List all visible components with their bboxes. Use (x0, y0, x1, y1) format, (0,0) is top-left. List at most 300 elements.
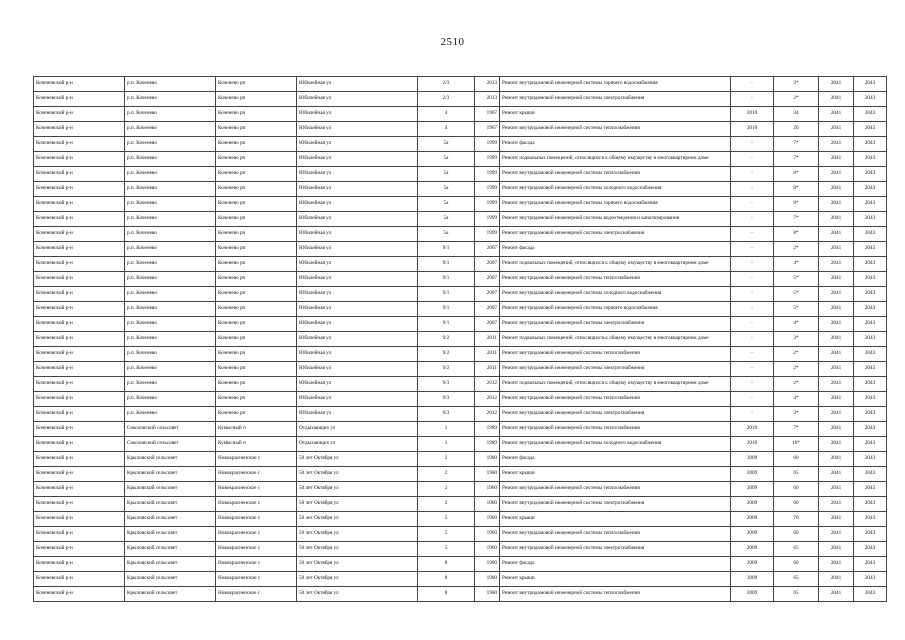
work-type-cell: Ремонт внутридомовой инженерной системы электроснабжения (500, 92, 731, 107)
street-cell: Юбилейная ул (297, 347, 418, 362)
plan-year-cell: 2041 (819, 212, 854, 227)
work-type-cell: Ремонт внутридомовой инженерной системы холодного водоснабжения (500, 287, 731, 302)
house-number-cell: 2 (418, 497, 475, 512)
plan-year-cell: 2041 (819, 362, 854, 377)
house-number-cell: 9/2 (418, 332, 475, 347)
last-repair-cell: 2009 (731, 452, 774, 467)
house-number-cell: 1 (418, 437, 475, 452)
house-number-cell: 9/2 (418, 347, 475, 362)
work-type-cell: Ремонт внутридомовой инженерной системы теплоснабжения (500, 422, 731, 437)
table-row (34, 422, 887, 437)
work-type-cell: Ремонт внутридомовой инженерной системы электроснабжения (500, 227, 731, 242)
district-cell: Коченевский р-н (34, 392, 125, 407)
locality-cell: Коченево рп (216, 347, 297, 362)
wear-cell: 8* (774, 167, 819, 182)
district-cell: Коченевский р-н (34, 212, 125, 227)
deadline-year-cell: 2043 (854, 482, 887, 497)
last-repair-cell: - (731, 212, 774, 227)
settlement-cell: Крыловский сельсовет (125, 467, 216, 482)
table-row (34, 542, 887, 557)
build-year-cell: 2013 (475, 77, 500, 92)
street-cell: 50 лет Октября ул (297, 512, 418, 527)
last-repair-cell: - (731, 407, 774, 422)
plan-year-cell: 2041 (819, 392, 854, 407)
deadline-year-cell: 2043 (854, 77, 887, 92)
build-year-cell: 2011 (475, 347, 500, 362)
work-type-cell: Ремонт фасада (500, 452, 731, 467)
build-year-cell: 2007 (475, 272, 500, 287)
street-cell: Юбилейная ул (297, 287, 418, 302)
district-cell: Коченевский р-н (34, 452, 125, 467)
district-cell: Коченевский р-н (34, 227, 125, 242)
table-row (34, 512, 887, 527)
district-cell: Коченевский р-н (34, 182, 125, 197)
deadline-year-cell: 2043 (854, 392, 887, 407)
district-cell: Коченевский р-н (34, 137, 125, 152)
settlement-cell: р.п. Коченево (125, 287, 216, 302)
house-number-cell: 9/1 (418, 287, 475, 302)
deadline-year-cell: 2043 (854, 587, 887, 602)
deadline-year-cell: 2043 (854, 92, 887, 107)
last-repair-cell: - (731, 302, 774, 317)
house-number-cell: 9/3 (418, 377, 475, 392)
plan-year-cell: 2041 (819, 167, 854, 182)
deadline-year-cell: 2043 (854, 122, 887, 137)
plan-year-cell: 2041 (819, 587, 854, 602)
locality-cell: Коченево рп (216, 272, 297, 287)
wear-cell: 5* (774, 287, 819, 302)
deadline-year-cell: 2043 (854, 497, 887, 512)
district-cell: Коченевский р-н (34, 407, 125, 422)
locality-cell: Кумысный п (216, 422, 297, 437)
settlement-cell: Крыловский сельсовет (125, 542, 216, 557)
street-cell: Юбилейная ул (297, 152, 418, 167)
locality-cell: Коченево рп (216, 152, 297, 167)
last-repair-cell: 2009 (731, 482, 774, 497)
wear-cell: 20 (774, 122, 819, 137)
settlement-cell: р.п. Коченево (125, 242, 216, 257)
locality-cell: Коченево рп (216, 77, 297, 92)
deadline-year-cell: 2043 (854, 227, 887, 242)
plan-year-cell: 2041 (819, 437, 854, 452)
build-year-cell: 2012 (475, 377, 500, 392)
work-type-cell: Ремонт крыши (500, 467, 731, 482)
wear-cell: 8* (774, 227, 819, 242)
locality-cell: Коченево рп (216, 302, 297, 317)
locality-cell: Коченево рп (216, 107, 297, 122)
last-repair-cell: - (731, 257, 774, 272)
district-cell: Коченевский р-н (34, 347, 125, 362)
build-year-cell: 2007 (475, 302, 500, 317)
table-row (34, 392, 887, 407)
street-cell: Юбилейная ул (297, 197, 418, 212)
plan-year-cell: 2041 (819, 497, 854, 512)
locality-cell: Коченево рп (216, 407, 297, 422)
settlement-cell: р.п. Коченево (125, 137, 216, 152)
work-type-cell: Ремонт внутридомовой инженерной системы теплоснабжения (500, 527, 731, 542)
work-type-cell: Ремонт подвальных помещений, относящихся к общему имуществу в многоквартирном доме (500, 377, 731, 392)
locality-cell: Новокрасненское с (216, 572, 297, 587)
house-number-cell: 5а (418, 152, 475, 167)
table-row (34, 497, 887, 512)
table-row (34, 257, 887, 272)
house-number-cell: 5 (418, 527, 475, 542)
deadline-year-cell: 2043 (854, 572, 887, 587)
build-year-cell: 2012 (475, 407, 500, 422)
wear-cell: 3* (774, 407, 819, 422)
locality-cell: Кумысный п (216, 437, 297, 452)
plan-year-cell: 2041 (819, 242, 854, 257)
table-row (34, 242, 887, 257)
table-row (34, 167, 887, 182)
settlement-cell: Крыловский сельсовет (125, 587, 216, 602)
last-repair-cell: - (731, 332, 774, 347)
plan-year-cell: 2041 (819, 377, 854, 392)
house-number-cell: 1 (418, 422, 475, 437)
house-number-cell: 5а (418, 227, 475, 242)
page-number: 2510 (440, 36, 465, 48)
settlement-cell: р.п. Коченево (125, 182, 216, 197)
deadline-year-cell: 2043 (854, 362, 887, 377)
table-row (34, 317, 887, 332)
locality-cell: Коченево рп (216, 287, 297, 302)
deadline-year-cell: 2043 (854, 557, 887, 572)
settlement-cell: р.п. Коченево (125, 92, 216, 107)
district-cell: Коченевский р-н (34, 362, 125, 377)
street-cell: Юбилейная ул (297, 257, 418, 272)
locality-cell: Новокрасненское с (216, 482, 297, 497)
wear-cell: 8* (774, 197, 819, 212)
wear-cell: 3* (774, 332, 819, 347)
settlement-cell: Соколовский сельсовет (125, 437, 216, 452)
locality-cell: Коченево рп (216, 242, 297, 257)
street-cell: Юбилейная ул (297, 77, 418, 92)
plan-year-cell: 2041 (819, 152, 854, 167)
table-row (34, 212, 887, 227)
table-row (34, 362, 887, 377)
locality-cell: Новокрасненское с (216, 587, 297, 602)
wear-cell: 60 (774, 482, 819, 497)
street-cell: 50 лет Октября ул (297, 452, 418, 467)
work-type-cell: Ремонт внутридомовой инженерной системы теплоснабжения (500, 122, 731, 137)
house-number-cell: 9/1 (418, 317, 475, 332)
plan-year-cell: 2041 (819, 422, 854, 437)
deadline-year-cell: 2043 (854, 182, 887, 197)
street-cell: 50 лет Октября ул (297, 572, 418, 587)
plan-year-cell: 2041 (819, 482, 854, 497)
table-row (34, 287, 887, 302)
deadline-year-cell: 2043 (854, 317, 887, 332)
table-row (34, 137, 887, 152)
wear-cell: 70 (774, 512, 819, 527)
wear-cell: 8* (774, 182, 819, 197)
district-cell: Коченевский р-н (34, 542, 125, 557)
work-type-cell: Ремонт внутридомовой инженерной системы электроснабжения (500, 362, 731, 377)
build-year-cell: 1999 (475, 197, 500, 212)
last-repair-cell: 2009 (731, 527, 774, 542)
district-cell: Коченевский р-н (34, 482, 125, 497)
wear-cell: 65 (774, 467, 819, 482)
district-cell: Коченевский р-н (34, 572, 125, 587)
last-repair-cell: - (731, 167, 774, 182)
wear-cell: 10* (774, 437, 819, 452)
district-cell: Коченевский р-н (34, 437, 125, 452)
street-cell: Юбилейная ул (297, 377, 418, 392)
last-repair-cell: 2009 (731, 572, 774, 587)
work-type-cell: Ремонт внутридомовой инженерной системы электроснабжения (500, 407, 731, 422)
house-number-cell: 5а (418, 137, 475, 152)
settlement-cell: р.п. Коченево (125, 152, 216, 167)
wear-cell: 65 (774, 572, 819, 587)
deadline-year-cell: 2043 (854, 527, 887, 542)
district-cell: Коченевский р-н (34, 107, 125, 122)
registry-body (34, 77, 887, 602)
build-year-cell: 1960 (475, 497, 500, 512)
table-row (34, 482, 887, 497)
work-type-cell: Ремонт фасада (500, 137, 731, 152)
house-number-cell: 8 (418, 557, 475, 572)
house-number-cell: 5 (418, 542, 475, 557)
house-number-cell: 9/2 (418, 362, 475, 377)
build-year-cell: 1960 (475, 452, 500, 467)
wear-cell: 4* (774, 392, 819, 407)
plan-year-cell: 2041 (819, 347, 854, 362)
street-cell: 50 лет Октября ул (297, 587, 418, 602)
settlement-cell: р.п. Коченево (125, 377, 216, 392)
settlement-cell: р.п. Коченево (125, 77, 216, 92)
house-number-cell: 4 (418, 107, 475, 122)
table-row (34, 407, 887, 422)
locality-cell: Коченево рп (216, 212, 297, 227)
wear-cell: 2* (774, 242, 819, 257)
locality-cell: Новокрасненское с (216, 542, 297, 557)
plan-year-cell: 2041 (819, 512, 854, 527)
last-repair-cell: 2010 (731, 107, 774, 122)
deadline-year-cell: 2043 (854, 512, 887, 527)
table-row (34, 332, 887, 347)
deadline-year-cell: 2043 (854, 242, 887, 257)
last-repair-cell: - (731, 377, 774, 392)
settlement-cell: Крыловский сельсовет (125, 572, 216, 587)
repair-registry-table (33, 76, 887, 602)
build-year-cell: 2011 (475, 362, 500, 377)
settlement-cell: Крыловский сельсовет (125, 557, 216, 572)
last-repair-cell: 2010 (731, 437, 774, 452)
wear-cell: 7* (774, 137, 819, 152)
locality-cell: Новокрасненское с (216, 452, 297, 467)
work-type-cell: Ремонт подвальных помещений, относящихся к общему имуществу в многоквартирном доме (500, 332, 731, 347)
deadline-year-cell: 2043 (854, 272, 887, 287)
district-cell: Коченевский р-н (34, 272, 125, 287)
work-type-cell: Ремонт крыши (500, 572, 731, 587)
plan-year-cell: 2041 (819, 107, 854, 122)
district-cell: Коченевский р-н (34, 527, 125, 542)
district-cell: Коченевский р-н (34, 257, 125, 272)
last-repair-cell: 2009 (731, 497, 774, 512)
plan-year-cell: 2041 (819, 407, 854, 422)
last-repair-cell: 2009 (731, 467, 774, 482)
table-row (34, 572, 887, 587)
street-cell: Юбилейная ул (297, 392, 418, 407)
district-cell: Коченевский р-н (34, 302, 125, 317)
district-cell: Коченевский р-н (34, 242, 125, 257)
street-cell: Юбилейная ул (297, 212, 418, 227)
street-cell: Юбилейная ул (297, 302, 418, 317)
table-row (34, 227, 887, 242)
district-cell: Коченевский р-н (34, 377, 125, 392)
plan-year-cell: 2041 (819, 257, 854, 272)
work-type-cell: Ремонт внутридомовой инженерной системы электроснабжения (500, 497, 731, 512)
deadline-year-cell: 2043 (854, 437, 887, 452)
last-repair-cell: - (731, 152, 774, 167)
settlement-cell: р.п. Коченево (125, 107, 216, 122)
deadline-year-cell: 2043 (854, 167, 887, 182)
plan-year-cell: 2041 (819, 122, 854, 137)
build-year-cell: 1989 (475, 422, 500, 437)
deadline-year-cell: 2043 (854, 107, 887, 122)
street-cell: 50 лет Октября ул (297, 482, 418, 497)
work-type-cell: Ремонт внутридомовой инженерной системы теплоснабжения (500, 482, 731, 497)
district-cell: Коченевский р-н (34, 422, 125, 437)
house-number-cell: 5а (418, 167, 475, 182)
settlement-cell: р.п. Коченево (125, 227, 216, 242)
last-repair-cell: - (731, 182, 774, 197)
plan-year-cell: 2041 (819, 137, 854, 152)
last-repair-cell: - (731, 242, 774, 257)
work-type-cell: Ремонт подвальных помещений, относящихся к общему имуществу в многоквартирном доме (500, 257, 731, 272)
district-cell: Коченевский р-н (34, 512, 125, 527)
plan-year-cell: 2041 (819, 557, 854, 572)
build-year-cell: 2011 (475, 332, 500, 347)
wear-cell: 65 (774, 542, 819, 557)
house-number-cell: 2 (418, 452, 475, 467)
work-type-cell: Ремонт крыши (500, 107, 731, 122)
last-repair-cell: 2009 (731, 557, 774, 572)
work-type-cell: Ремонт внутридомовой инженерной системы холодного водоснабжения (500, 182, 731, 197)
plan-year-cell: 2041 (819, 92, 854, 107)
house-number-cell: 2 (418, 482, 475, 497)
work-type-cell: Ремонт фасада (500, 242, 731, 257)
table-row (34, 377, 887, 392)
last-repair-cell: - (731, 362, 774, 377)
wear-cell: 60 (774, 497, 819, 512)
last-repair-cell: 2010 (731, 422, 774, 437)
work-type-cell: Ремонт внутридомовой инженерной системы горячего водоснабжения (500, 197, 731, 212)
deadline-year-cell: 2043 (854, 257, 887, 272)
plan-year-cell: 2041 (819, 332, 854, 347)
settlement-cell: р.п. Коченево (125, 302, 216, 317)
build-year-cell: 1960 (475, 527, 500, 542)
last-repair-cell: - (731, 317, 774, 332)
street-cell: 50 лет Октября ул (297, 557, 418, 572)
house-number-cell: 9/1 (418, 272, 475, 287)
last-repair-cell: 2010 (731, 122, 774, 137)
last-repair-cell: 2009 (731, 512, 774, 527)
build-year-cell: 1999 (475, 167, 500, 182)
house-number-cell: 5а (418, 197, 475, 212)
district-cell: Коченевский р-н (34, 317, 125, 332)
street-cell: Юбилейная ул (297, 227, 418, 242)
locality-cell: Коченево рп (216, 317, 297, 332)
wear-cell: 3* (774, 77, 819, 92)
house-number-cell: 5а (418, 212, 475, 227)
settlement-cell: р.п. Коченево (125, 167, 216, 182)
locality-cell: Коченево рп (216, 122, 297, 137)
plan-year-cell: 2041 (819, 452, 854, 467)
last-repair-cell: - (731, 272, 774, 287)
build-year-cell: 1999 (475, 227, 500, 242)
street-cell: Юбилейная ул (297, 122, 418, 137)
deadline-year-cell: 2043 (854, 152, 887, 167)
locality-cell: Новокрасненское с (216, 467, 297, 482)
deadline-year-cell: 2043 (854, 197, 887, 212)
build-year-cell: 1960 (475, 542, 500, 557)
settlement-cell: Крыловский сельсовет (125, 452, 216, 467)
house-number-cell: 8 (418, 587, 475, 602)
build-year-cell: 2007 (475, 257, 500, 272)
district-cell: Коченевский р-н (34, 77, 125, 92)
work-type-cell: Ремонт крыши (500, 512, 731, 527)
build-year-cell: 1999 (475, 212, 500, 227)
wear-cell: 5* (774, 302, 819, 317)
district-cell: Коченевский р-н (34, 92, 125, 107)
wear-cell: 60 (774, 557, 819, 572)
settlement-cell: Соколовский сельсовет (125, 422, 216, 437)
plan-year-cell: 2041 (819, 197, 854, 212)
locality-cell: Коченево рп (216, 182, 297, 197)
wear-cell: 60 (774, 452, 819, 467)
wear-cell: 5* (774, 272, 819, 287)
locality-cell: Новокрасненское с (216, 557, 297, 572)
last-repair-cell: - (731, 77, 774, 92)
last-repair-cell: - (731, 287, 774, 302)
house-number-cell: 2 (418, 467, 475, 482)
table-row (34, 557, 887, 572)
wear-cell: 4* (774, 317, 819, 332)
settlement-cell: Крыловский сельсовет (125, 497, 216, 512)
wear-cell: 60 (774, 527, 819, 542)
deadline-year-cell: 2043 (854, 287, 887, 302)
work-type-cell: Ремонт внутридомовой инженерной системы теплоснабжения (500, 167, 731, 182)
street-cell: Юбилейная ул (297, 317, 418, 332)
street-cell: Юбилейная ул (297, 407, 418, 422)
house-number-cell: 9/3 (418, 407, 475, 422)
district-cell: Коченевский р-н (34, 497, 125, 512)
deadline-year-cell: 2043 (854, 377, 887, 392)
wear-cell: 7* (774, 212, 819, 227)
district-cell: Коченевский р-н (34, 152, 125, 167)
house-number-cell: 5а (418, 182, 475, 197)
settlement-cell: р.п. Коченево (125, 317, 216, 332)
settlement-cell: р.п. Коченево (125, 197, 216, 212)
last-repair-cell: - (731, 92, 774, 107)
work-type-cell: Ремонт внутридомовой инженерной системы электроснабжения (500, 317, 731, 332)
deadline-year-cell: 2043 (854, 542, 887, 557)
build-year-cell: 1999 (475, 182, 500, 197)
district-cell: Коченевский р-н (34, 287, 125, 302)
last-repair-cell: 2009 (731, 542, 774, 557)
plan-year-cell: 2041 (819, 227, 854, 242)
street-cell: Юбилейная ул (297, 332, 418, 347)
build-year-cell: 1989 (475, 437, 500, 452)
settlement-cell: р.п. Коченево (125, 212, 216, 227)
district-cell: Коченевский р-н (34, 557, 125, 572)
deadline-year-cell: 2043 (854, 302, 887, 317)
table-row (34, 107, 887, 122)
build-year-cell: 1960 (475, 467, 500, 482)
house-number-cell: 2/3 (418, 92, 475, 107)
deadline-year-cell: 2043 (854, 347, 887, 362)
